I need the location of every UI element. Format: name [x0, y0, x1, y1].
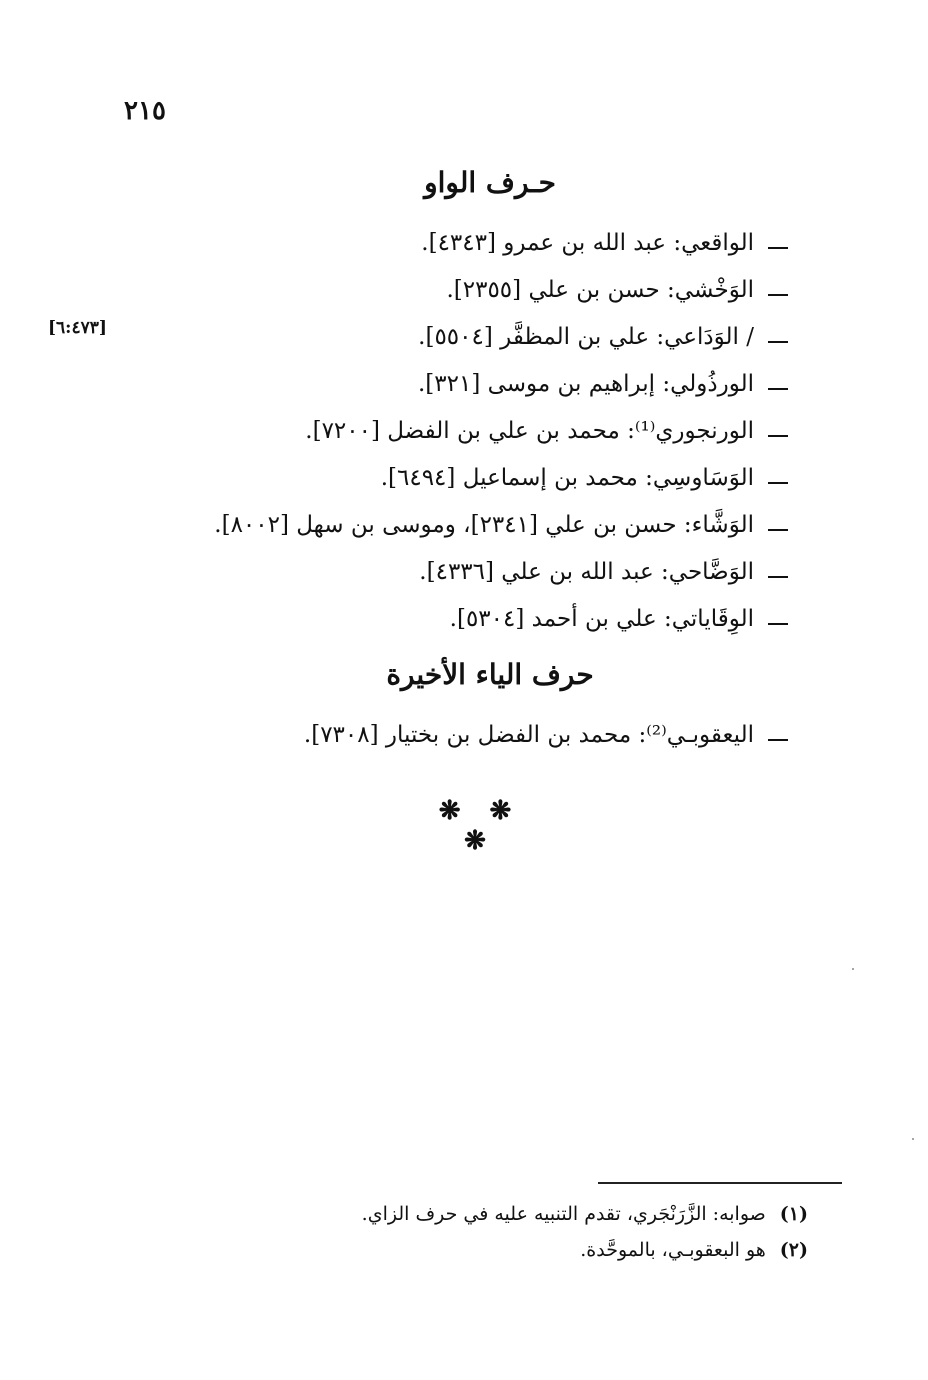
dash-icon [768, 739, 788, 741]
footnote-number: (٢) [779, 1239, 808, 1261]
dash-icon [768, 576, 788, 578]
entries-list-waw [214, 220, 788, 643]
entry-text: الوَشَّاء: حسن بن علي [٢٣٤١]، وموسى بن سهل [٨٠٠٢]. [214, 512, 754, 538]
footnote [362, 1196, 808, 1232]
entries-list-ya [304, 712, 788, 759]
entry-text: الورنجوري⁽¹⁾: محمد بن علي بن الفضل [٧٢٠٠]. [305, 418, 754, 444]
list-item [214, 596, 788, 643]
list-item [214, 408, 788, 455]
section-title-ya: حرف الياء الأخيرة [386, 658, 594, 691]
entry-text: الوَسَاوسِي: محمد بن إسماعيل [٦٤٩٤]. [380, 465, 754, 491]
footnote [362, 1232, 808, 1268]
list-item [214, 267, 788, 314]
list-item [214, 502, 788, 549]
footnote-divider [598, 1182, 842, 1184]
dash-icon [768, 482, 788, 484]
entry-text: الوَخْشي: حسن بن علي [٢٣٥٥]. [446, 277, 754, 303]
entry-text: الواقعي: عبد الله بن عمرو [٤٣٤٣]. [421, 230, 754, 256]
scan-speck [852, 968, 854, 970]
dash-icon [768, 294, 788, 296]
footnote-number: (١) [779, 1203, 808, 1225]
dash-icon [768, 341, 788, 343]
scan-speck [912, 1138, 914, 1140]
entry-text: الوِقَاياتي: علي بن أحمد [٥٣٠٤]. [449, 606, 754, 632]
footnote-text: صوابه: الزَّرَنْجَري، تقدم التنبيه عليه في حرف الزاي. [361, 1203, 766, 1225]
dash-icon [768, 388, 788, 390]
section-title-waw: حـرف الواو [424, 166, 556, 199]
entry-text: الوَضَّاحي: عبد الله بن علي [٤٣٣٦]. [419, 559, 754, 585]
entry-text: / الوَدَاعي: علي بن المظفَّر [٥٥٠٤]. [418, 324, 754, 350]
dash-icon [768, 247, 788, 249]
entry-text: اليعقوبـي⁽²⁾: محمد بن الفضل بن بختيار [٧٣٠٨]. [303, 722, 754, 748]
list-item [304, 712, 788, 759]
footnote-text: هو البعقوبـي، بالموحَّدة. [580, 1239, 766, 1261]
section-separator-asterisks: ❋ ❋ ❋ [438, 796, 522, 856]
list-item [214, 549, 788, 596]
list-item [214, 361, 788, 408]
entry-text: الورذُولي: إبراهيم بن موسى [٣٢١]. [417, 371, 754, 397]
margin-reference: [٦:٤٧٣] [48, 318, 107, 338]
list-item [214, 220, 788, 267]
dash-icon [768, 623, 788, 625]
footnotes-list [362, 1196, 808, 1268]
dash-icon [768, 435, 788, 437]
page-number: ٢١٥ [124, 96, 166, 126]
list-item [214, 314, 788, 361]
dash-icon [768, 529, 788, 531]
list-item [214, 455, 788, 502]
